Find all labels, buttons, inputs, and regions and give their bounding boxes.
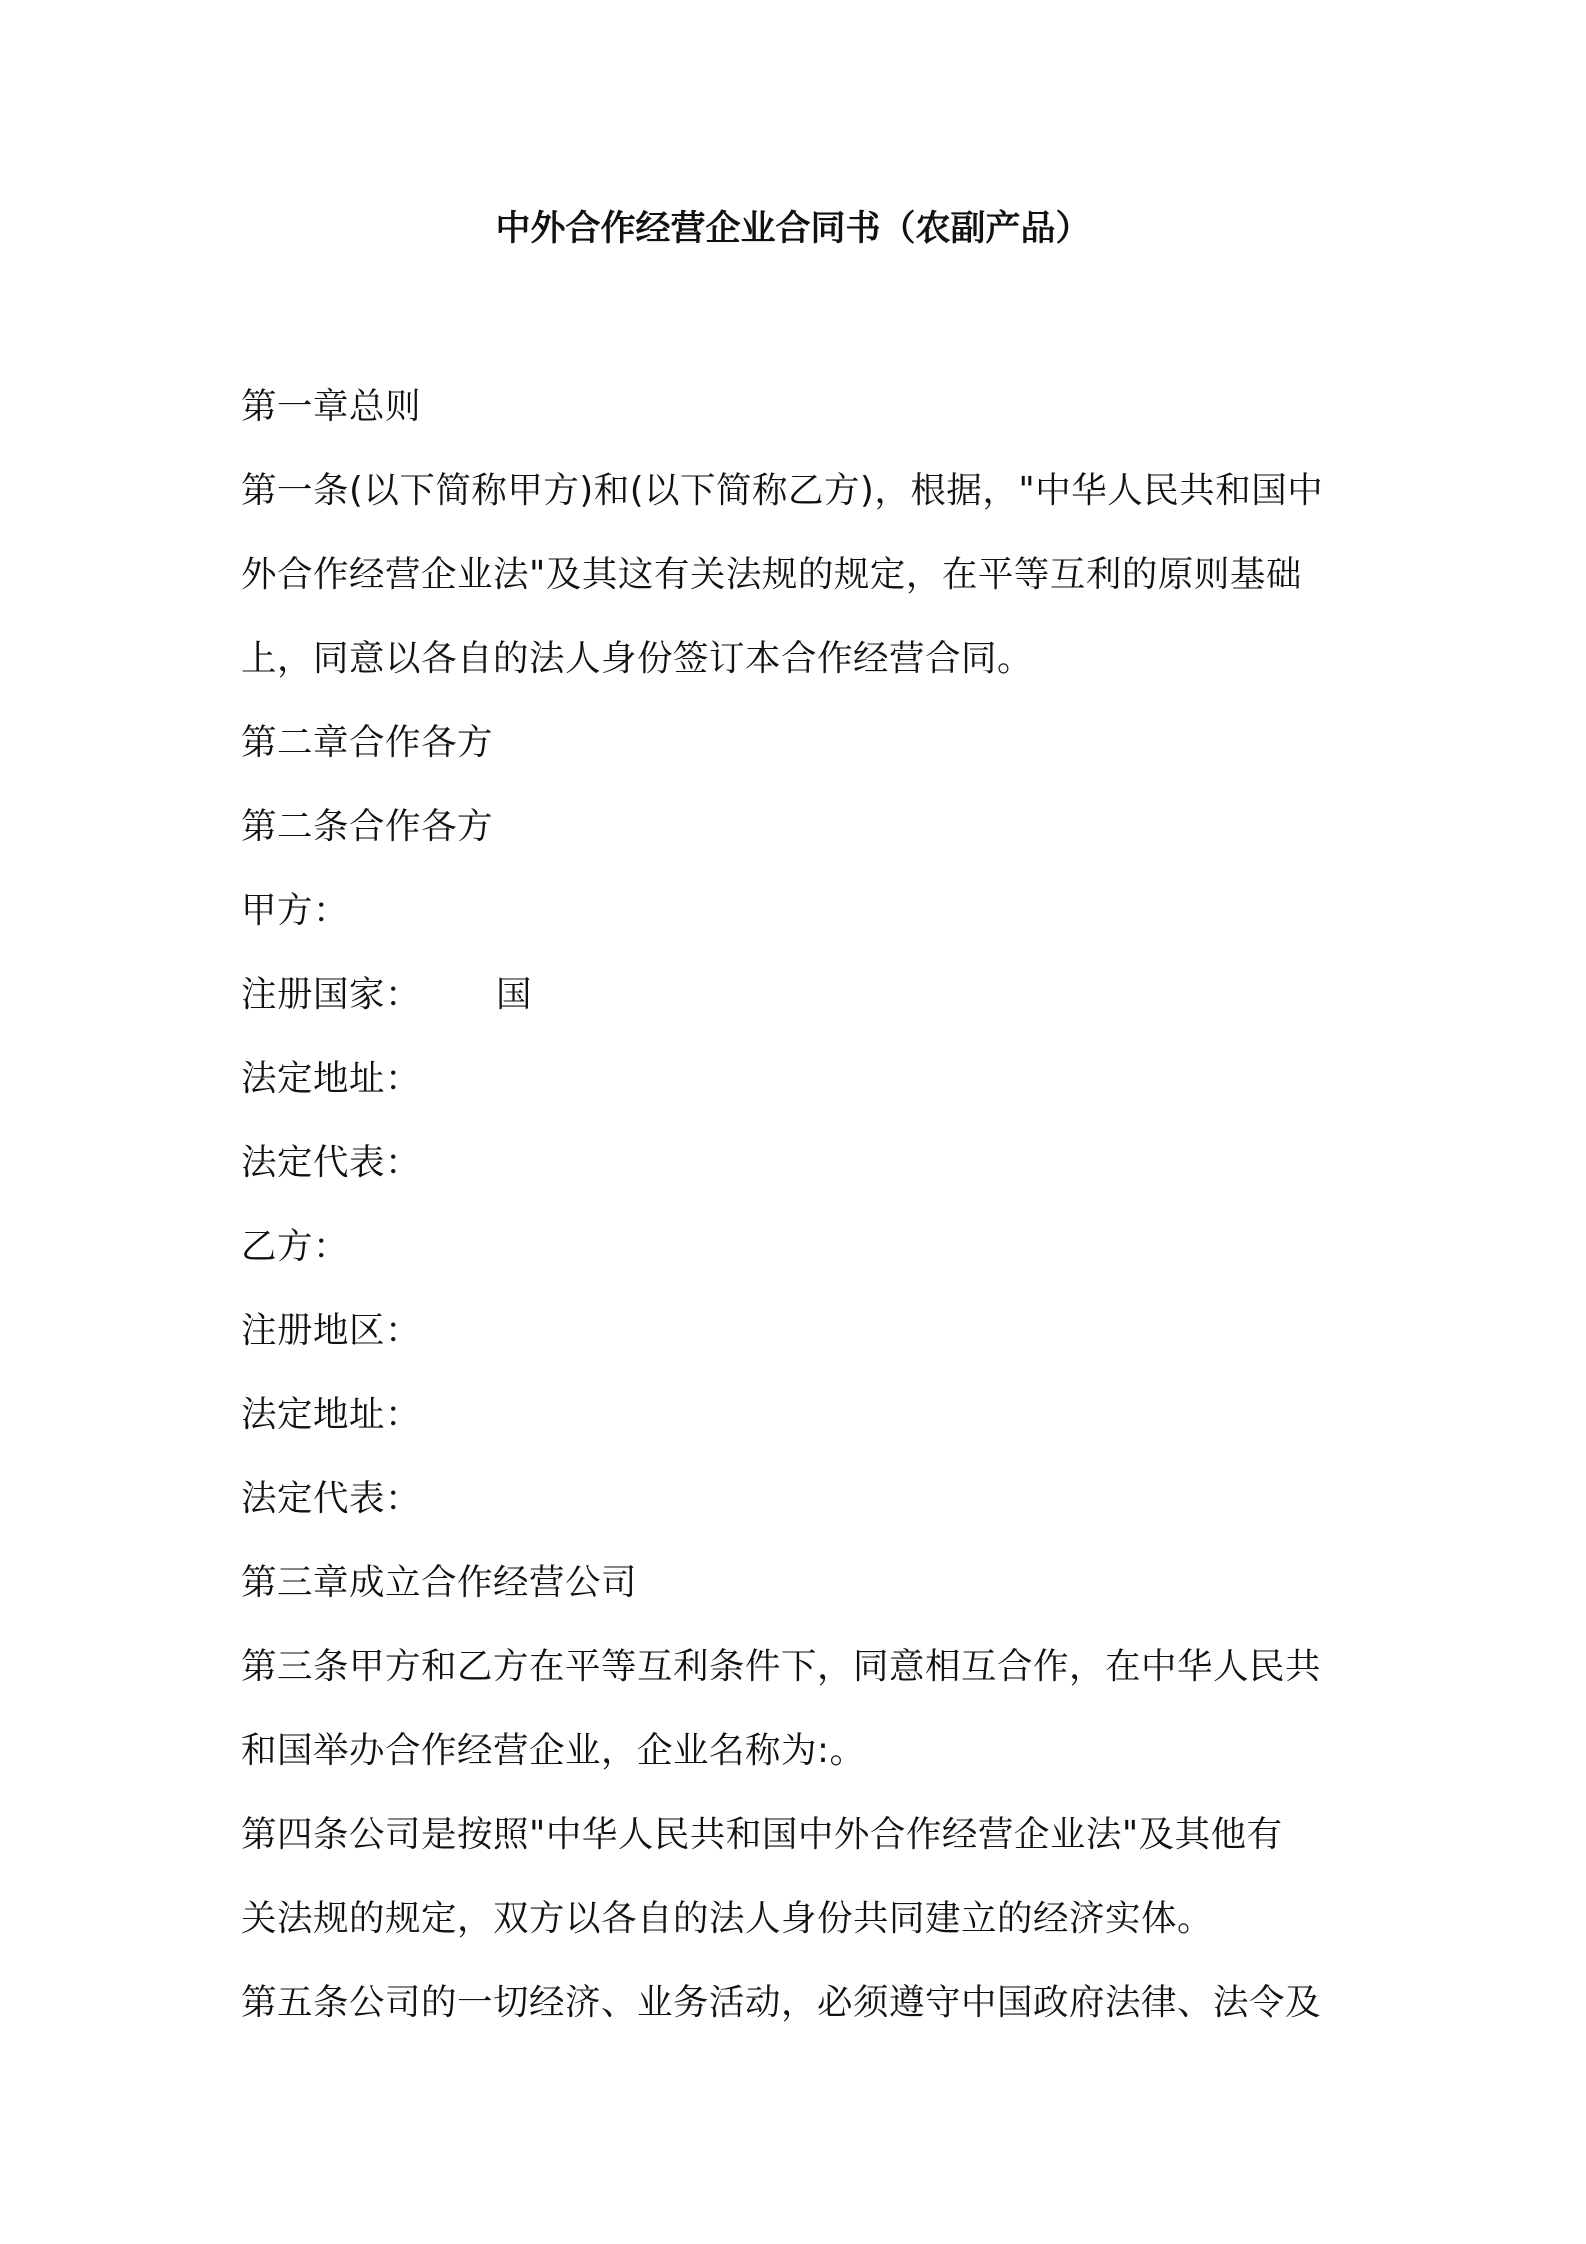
chapter-3-heading: 第三章成立合作经营公司	[241, 1562, 638, 1603]
party-a-country-value: 国	[496, 974, 533, 1015]
document-body	[241, 365, 1359, 2045]
article-1-line-1: 第一条(以下简称甲方)和(以下简称乙方)，根据，"中华人民共和国中	[241, 470, 1324, 511]
party-b-label: 乙方：	[241, 1226, 350, 1267]
article-5-line-1: 第五条公司的一切经济、业务活动，必须遵守中国政府法律、法令及	[241, 1982, 1322, 2023]
article-3-line-1: 第三条甲方和乙方在平等互利条件下，同意相互合作，在中华人民共	[241, 1646, 1322, 1687]
document-title: 中外合作经营企业合同书（农副产品）	[495, 209, 1091, 249]
party-b-region-label: 注册地区：	[241, 1310, 422, 1351]
party-b-representative-label: 法定代表：	[241, 1478, 422, 1519]
party-a-label: 甲方：	[241, 890, 350, 931]
article-3-line-2: 和国举办合作经营企业，企业名称为:。	[241, 1730, 866, 1771]
chapter-2-heading: 第二章合作各方	[241, 722, 494, 763]
party-a-country-label: 注册国家：	[241, 974, 422, 1015]
article-1-line-2: 外合作经营企业法"及其这有关法规的规定，在平等互利的原则基础	[241, 554, 1302, 595]
chapter-1-heading: 第一章总则	[241, 386, 422, 427]
party-b-address-label: 法定地址：	[241, 1394, 422, 1435]
party-a-representative-label: 法定代表：	[241, 1142, 422, 1183]
party-a-country-row	[241, 953, 1359, 1037]
article-4-line-1: 第四条公司是按照"中华人民共和国中外合作经营企业法"及其他有	[241, 1814, 1283, 1855]
article-2-heading: 第二条合作各方	[241, 806, 494, 847]
party-a-address-label: 法定地址：	[241, 1058, 422, 1099]
article-4-line-2: 关法规的规定，双方以各自的法人身份共同建立的经济实体。	[241, 1898, 1214, 1939]
article-1-line-3: 上，同意以各自的法人身份签订本合作经营合同。	[241, 638, 1034, 679]
